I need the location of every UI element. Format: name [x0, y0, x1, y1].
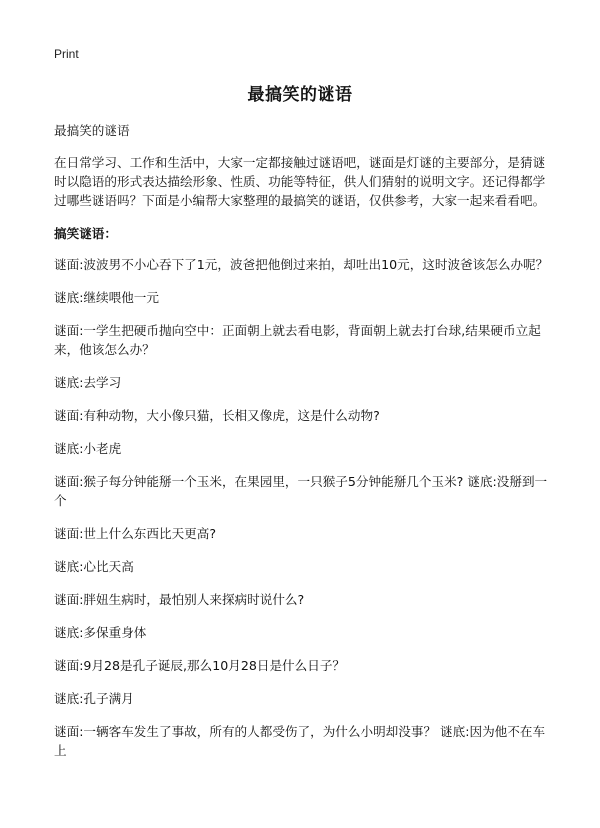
section-heading: 搞笑谜语： — [54, 226, 117, 241]
riddle-answer: 谜底:孔子满月 — [54, 691, 134, 706]
intro-paragraph: 在日常学习、工作和生活中，大家一定都接触过谜语吧，谜面是灯谜的主要部分，是猜谜时以隐语的形式表达描绘形象、性质、功能等特征，供人们猜射的说明文字。还记得都学过哪些谜语吗？下面是小编帮大家整理的最搞笑的谜语，仅供参考，大家一起来看看吧。 — [54, 155, 546, 208]
riddle-answer: 谜底:去学习 — [54, 375, 122, 390]
riddle-answer: 谜底:多保重身体 — [54, 625, 147, 640]
riddle-question-and-answer: 谜面:一辆客车发生了事故，所有的人都受伤了，为什么小明却没事？ 谜底:因为他不在车上 — [54, 724, 546, 758]
riddle-answer: 谜底:继续喂他一元 — [54, 290, 159, 305]
riddle-answer: 谜底:小老虎 — [54, 441, 122, 456]
print-link[interactable]: Print — [54, 47, 79, 61]
article-subtitle: 最搞笑的谜语 — [54, 123, 130, 138]
riddle-question: 谜面:胖妞生病时，最怕别人来探病时说什么? — [54, 592, 305, 607]
page-title: 最搞笑的谜语 — [247, 85, 353, 105]
article-body — [54, 121, 554, 774]
riddle-question-and-answer: 谜面:猴子每分钟能掰一个玉米，在果园里，一只猴子5分钟能掰几个玉米? 谜底:没掰到一个 — [54, 474, 548, 508]
riddle-question: 谜面:有种动物，大小像只猫，长相又像虎，这是什么动物? — [54, 408, 380, 423]
riddle-question: 谜面:一学生把硬币抛向空中：正面朝上就去看电影，背面朝上就去打台球,结果硬币立起来，他该怎么办？ — [54, 323, 541, 357]
riddle-question: 谜面:世上什么东西比天更高? — [54, 526, 217, 541]
riddle-question: 谜面:9月28是孔子诞辰,那么10月28日是什么日子？ — [54, 658, 346, 673]
riddle-question: 谜面:波波男不小心吞下了1元，波爸把他倒过来拍，却吐出10元，这时波爸该怎么办呢？ — [54, 257, 549, 272]
riddle-answer: 谜底:心比天高 — [54, 559, 134, 574]
